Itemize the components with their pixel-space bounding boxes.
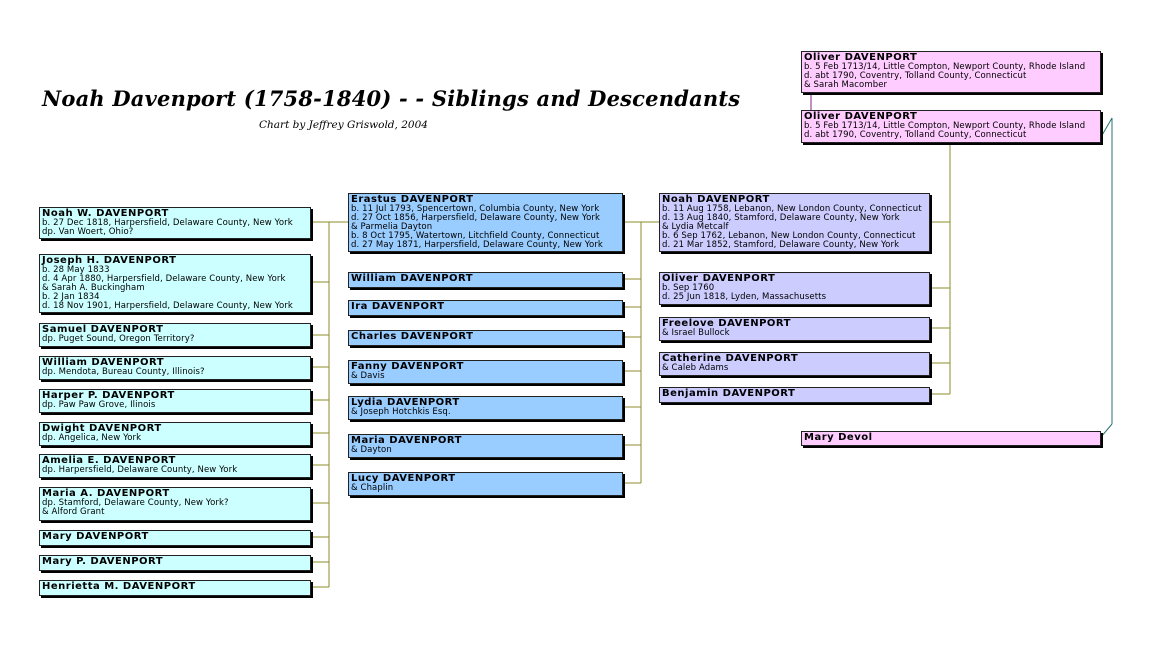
person-detail: b. Sep 1760 xyxy=(662,283,715,293)
person-detail: b. 5 Feb 1713/14, Little Compton, Newport County, Rhode Island xyxy=(804,62,1086,72)
person-detail: b. 28 May 1833 xyxy=(42,265,110,275)
child-box-fanny-davenport xyxy=(348,360,623,384)
person-detail: dp. Van Woert, Ohio? xyxy=(42,227,134,237)
person-name: Oliver DAVENPORT xyxy=(804,111,918,122)
person-detail: d. abt 1790, Coventry, Tolland County, Connecticut xyxy=(804,71,1027,81)
person-detail: & Caleb Adams xyxy=(662,363,729,373)
person-name: Samuel DAVENPORT xyxy=(42,324,164,335)
person-name: Mary P. DAVENPORT xyxy=(42,556,164,567)
person-name: Catherine DAVENPORT xyxy=(662,353,799,364)
sibling-box-freelove-davenport xyxy=(659,317,930,341)
person-name: Oliver DAVENPORT xyxy=(662,273,776,284)
person-name: Benjamin DAVENPORT xyxy=(662,388,796,399)
person-detail: dp. Paw Paw Grove, Ilinois xyxy=(42,400,156,410)
child-box-maria-davenport xyxy=(348,434,623,458)
grandchild-box-william-davenport xyxy=(39,356,311,380)
person-name: Maria DAVENPORT xyxy=(351,435,462,446)
sibling-box-benjamin-davenport xyxy=(659,387,930,403)
person-detail: & Joseph Hotchkis Esq. xyxy=(351,407,451,417)
child-box-erastus-davenport xyxy=(348,193,623,252)
person-name: Erastus DAVENPORT xyxy=(351,194,474,205)
sibling-box-oliver-davenport xyxy=(659,272,930,305)
grandchild-box-dwight-davenport xyxy=(39,422,311,446)
person-detail: dp. Puget Sound, Oregon Territory? xyxy=(42,334,195,344)
grandchild-box-amelia-e-davenport xyxy=(39,454,311,478)
person-detail: & Sarah Macomber xyxy=(804,80,888,90)
person-detail: b. 5 Feb 1713/14, Little Compton, Newport County, Rhode Island xyxy=(804,121,1086,131)
child-box-charles-davenport xyxy=(348,330,623,346)
person-name: Henrietta M. DAVENPORT xyxy=(42,581,196,592)
grandchild-box-maria-a-davenport xyxy=(39,487,311,521)
person-name: Freelove DAVENPORT xyxy=(662,318,791,329)
person-detail: & Israel Bullock xyxy=(662,328,730,338)
person-name: Maria A. DAVENPORT xyxy=(42,488,170,499)
child-box-ira-davenport xyxy=(348,300,623,316)
person-detail: & Alford Grant xyxy=(42,507,105,517)
person-detail: d. 27 May 1871, Harpersfield, Delaware County, New York xyxy=(351,240,603,250)
person-detail: d. 4 Apr 1880, Harpersfield, Delaware County, New York xyxy=(42,274,286,284)
person-detail: dp. Mendota, Bureau County, Illinois? xyxy=(42,367,205,377)
person-name: William DAVENPORT xyxy=(351,273,474,284)
parent-box-noah-davenport xyxy=(659,193,930,252)
person-name: Ira DAVENPORT xyxy=(351,301,445,312)
person-detail: d. 25 Jun 1818, Lyden, Massachusetts xyxy=(662,292,827,302)
ancestor-box-oliver-davenport xyxy=(801,51,1101,93)
chart-subtitle: Chart by Jeffrey Griswold, 2004 xyxy=(259,119,428,131)
person-name: Lucy DAVENPORT xyxy=(351,473,456,484)
person-detail: b. 27 Dec 1818, Harpersfield, Delaware County, New York xyxy=(42,218,293,228)
person-name: Dwight DAVENPORT xyxy=(42,423,162,434)
chart-title: Noah Davenport (1758-1840) - - Siblings and Descendants xyxy=(42,86,741,111)
person-detail: dp. Harpersfield, Delaware County, New York xyxy=(42,465,238,475)
person-name: Harper P. DAVENPORT xyxy=(42,390,175,401)
person-detail: & Dayton xyxy=(351,445,392,455)
grandchild-box-henrietta-m-davenport xyxy=(39,580,311,596)
person-detail: d. 13 Aug 1840, Stamford, Delaware County, New York xyxy=(662,213,900,223)
person-name: Fanny DAVENPORT xyxy=(351,361,464,372)
grandchild-box-harper-p-davenport xyxy=(39,389,311,413)
person-detail: & Lydia Metcalf xyxy=(662,222,729,232)
person-detail: d. 27 Oct 1856, Harpersfield, Delaware County, New York xyxy=(351,213,600,223)
person-detail: b. 11 Jul 1793, Spencertown, Columbia County, New York xyxy=(351,204,600,214)
person-detail: b. 6 Sep 1762, Lebanon, New London County, Connecticut xyxy=(662,231,916,241)
person-detail: b. 11 Aug 1758, Lebanon, New London County, Connecticut xyxy=(662,204,922,214)
grandchild-box-joseph-h-davenport xyxy=(39,254,311,313)
spouse-connector-bottom xyxy=(1101,424,1112,437)
grandchild-box-samuel-davenport xyxy=(39,323,311,347)
person-detail: & Chaplin xyxy=(351,483,394,493)
person-name: Lydia DAVENPORT xyxy=(351,397,460,408)
person-name: Noah W. DAVENPORT xyxy=(42,208,169,219)
person-name: Noah DAVENPORT xyxy=(662,194,770,205)
ancestor-box-oliver-davenport xyxy=(801,110,1101,143)
sibling-box-catherine-davenport xyxy=(659,352,930,376)
person-detail: dp. Angelica, New York xyxy=(42,433,142,443)
spouse-connector-top xyxy=(1101,118,1112,137)
person-detail: & Davis xyxy=(351,371,385,381)
grandchild-box-mary-p-davenport xyxy=(39,555,311,571)
person-detail: d. 21 Mar 1852, Stamford, Delaware County, New York xyxy=(662,240,900,250)
person-name: Mary Devol xyxy=(804,432,873,443)
ancestor-box-mary-devol xyxy=(801,431,1101,446)
person-name: Joseph H. DAVENPORT xyxy=(42,255,177,266)
person-detail: & Parmelia Dayton xyxy=(351,222,433,232)
person-detail: dp. Stamford, Delaware County, New York? xyxy=(42,498,229,508)
person-name: Charles DAVENPORT xyxy=(351,331,474,342)
person-name: Mary DAVENPORT xyxy=(42,531,149,542)
person-detail: b. 2 Jan 1834 xyxy=(42,292,100,302)
child-box-lucy-davenport xyxy=(348,472,623,496)
person-detail: & Sarah A. Buckingham xyxy=(42,283,145,293)
child-box-william-davenport xyxy=(348,272,623,288)
child-box-lydia-davenport xyxy=(348,396,623,420)
person-name: Oliver DAVENPORT xyxy=(804,52,918,63)
grandchild-box-noah-w-davenport xyxy=(39,207,311,239)
person-detail: d. 18 Nov 1901, Harpersfield, Delaware County, New York xyxy=(42,301,293,311)
person-detail: d. abt 1790, Coventry, Tolland County, Connecticut xyxy=(804,130,1027,140)
person-detail: b. 8 Oct 1795, Watertown, Litchfield County, Connecticut xyxy=(351,231,600,241)
person-name: Amelia E. DAVENPORT xyxy=(42,455,176,466)
grandchild-box-mary-davenport xyxy=(39,530,311,546)
person-name: William DAVENPORT xyxy=(42,357,165,368)
